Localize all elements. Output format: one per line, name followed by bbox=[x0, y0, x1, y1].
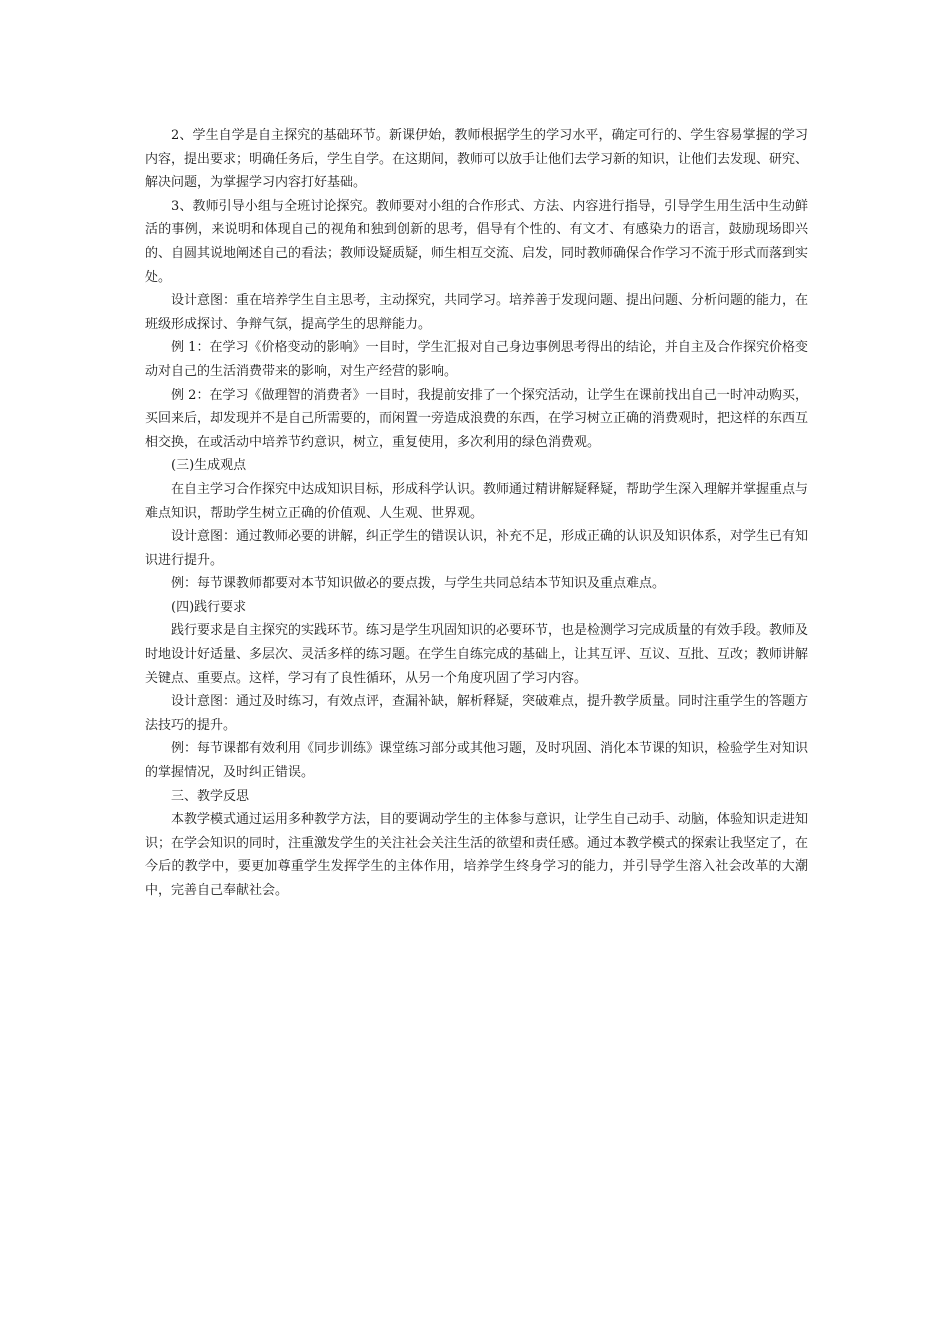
document-body bbox=[145, 124, 808, 903]
paragraph-example-4: 例：每节课都有效利用《同步训练》课堂练习部分或其他习题，及时巩固、消化本节课的知识，检验学生对知识的掌握情况，及时纠正错误。 bbox=[145, 741, 809, 781]
paragraph-knowledge-goal: 在自主学习合作探究中达成知识目标，形成科学认识。教师通过精讲解疑释疑，帮助学生深入理解并掌握重点与难点知识，帮助学生树立正确的价值观、人生观、世界观。 bbox=[145, 481, 809, 521]
paragraph-design-intent-3: 设计意图：通过及时练习，有效点评，查漏补缺，解析释疑，突破难点，提升教学质量。同时注重学生的答题方法技巧的提升。 bbox=[145, 694, 809, 733]
paragraph-design-intent-2: 设计意图：通过教师必要的讲解，纠正学生的错误认识，补充不足，形成正确的认识及知识体系，对学生已有知识进行提升。 bbox=[145, 529, 809, 568]
paragraph-self-study: 2、学生自学是自主探究的基础环节。新课伊始，教师根据学生的学习水平，确定可行的、学生容易掌握的学习内容，提出要求；明确任务后，学生自学。在这期间，教师可以放手让他们去学习新的知识，让他们去发现、研究、解决问题，为掌握学习内容打好基础。 bbox=[145, 128, 809, 191]
section-heading-practice: (四)践行要求 bbox=[171, 599, 247, 615]
paragraph-reflection: 本教学模式通过运用多种教学方法，目的要调动学生的主体参与意识，让学生自己动手、动脑，体验知识走进知识；在学会知识的同时，注重激发学生的关注社会关注生活的欲望和责任感。通过本教学模式的探索让我坚定了，在今后的教学中，要更加尊重学生发挥学生的主体作用，培养学生终身学习的能力，并引导学生溶入社会改革的大潮中，完善自己奉献社会。 bbox=[145, 812, 809, 898]
paragraph-group-discussion: 3、教师引导小组与全班讨论探究。教师要对小组的合作形式、方法、内容进行指导，引导学生用生活中生动鲜活的事例，来说明和体现自己的视角和独到创新的思考，倡导有个性的、有文才、有感染力的语言，鼓励现场即兴的、自圆其说地阐述自己的看法；教师设疑质疑，师生相互交流、启发，同时教师确保合作学习不流于形式而落到实处。 bbox=[145, 198, 809, 285]
paragraph-example-3: 例：每节课教师都要对本节知识做必的要点拨，与学生共同总结本节知识及重点难点。 bbox=[171, 576, 666, 592]
paragraph-example-1: 例 1：在学习《价格变动的影响》一目时，学生汇报对自己身边事例思考得出的结论，并自主及合作探究价格变动对自己的生活消费带来的影响，对生产经营的影响。 bbox=[145, 340, 808, 379]
paragraph-practice: 践行要求是自主探究的实践环节。练习是学生巩固知识的必要环节，也是检测学习完成质量的有效手段。教师及时地设计好适量、多层次、灵活多样的练习题。在学生自练完成的基础上，让其互评、互议、互批、互改；教师讲解关键点、重要点。这样，学习有了良性循环，从另一个角度巩固了学习内容。 bbox=[145, 623, 809, 686]
section-heading-reflection: 三、教学反思 bbox=[171, 788, 250, 804]
paragraph-design-intent-1: 设计意图：重在培养学生自主思考，主动探究，共同学习。培养善于发现问题、提出问题、分析问题的能力，在班级形成探讨、争辩气氛，提高学生的思辩能力。 bbox=[145, 293, 809, 332]
paragraph-example-2: 例 2：在学习《做理智的消费者》一目时，我提前安排了一个探究活动，让学生在课前找出自己一时冲动购买，买回来后，却发现并不是自己所需要的，而闲置一旁造成浪费的东西，在学习树立正确的消费观时，把这样的东西互相交换，在或活动中培养节约意识，树立，重复使用，多次利用的绿色消费观。 bbox=[145, 387, 809, 450]
section-heading-generate-views: (三)生成观点 bbox=[171, 458, 247, 474]
